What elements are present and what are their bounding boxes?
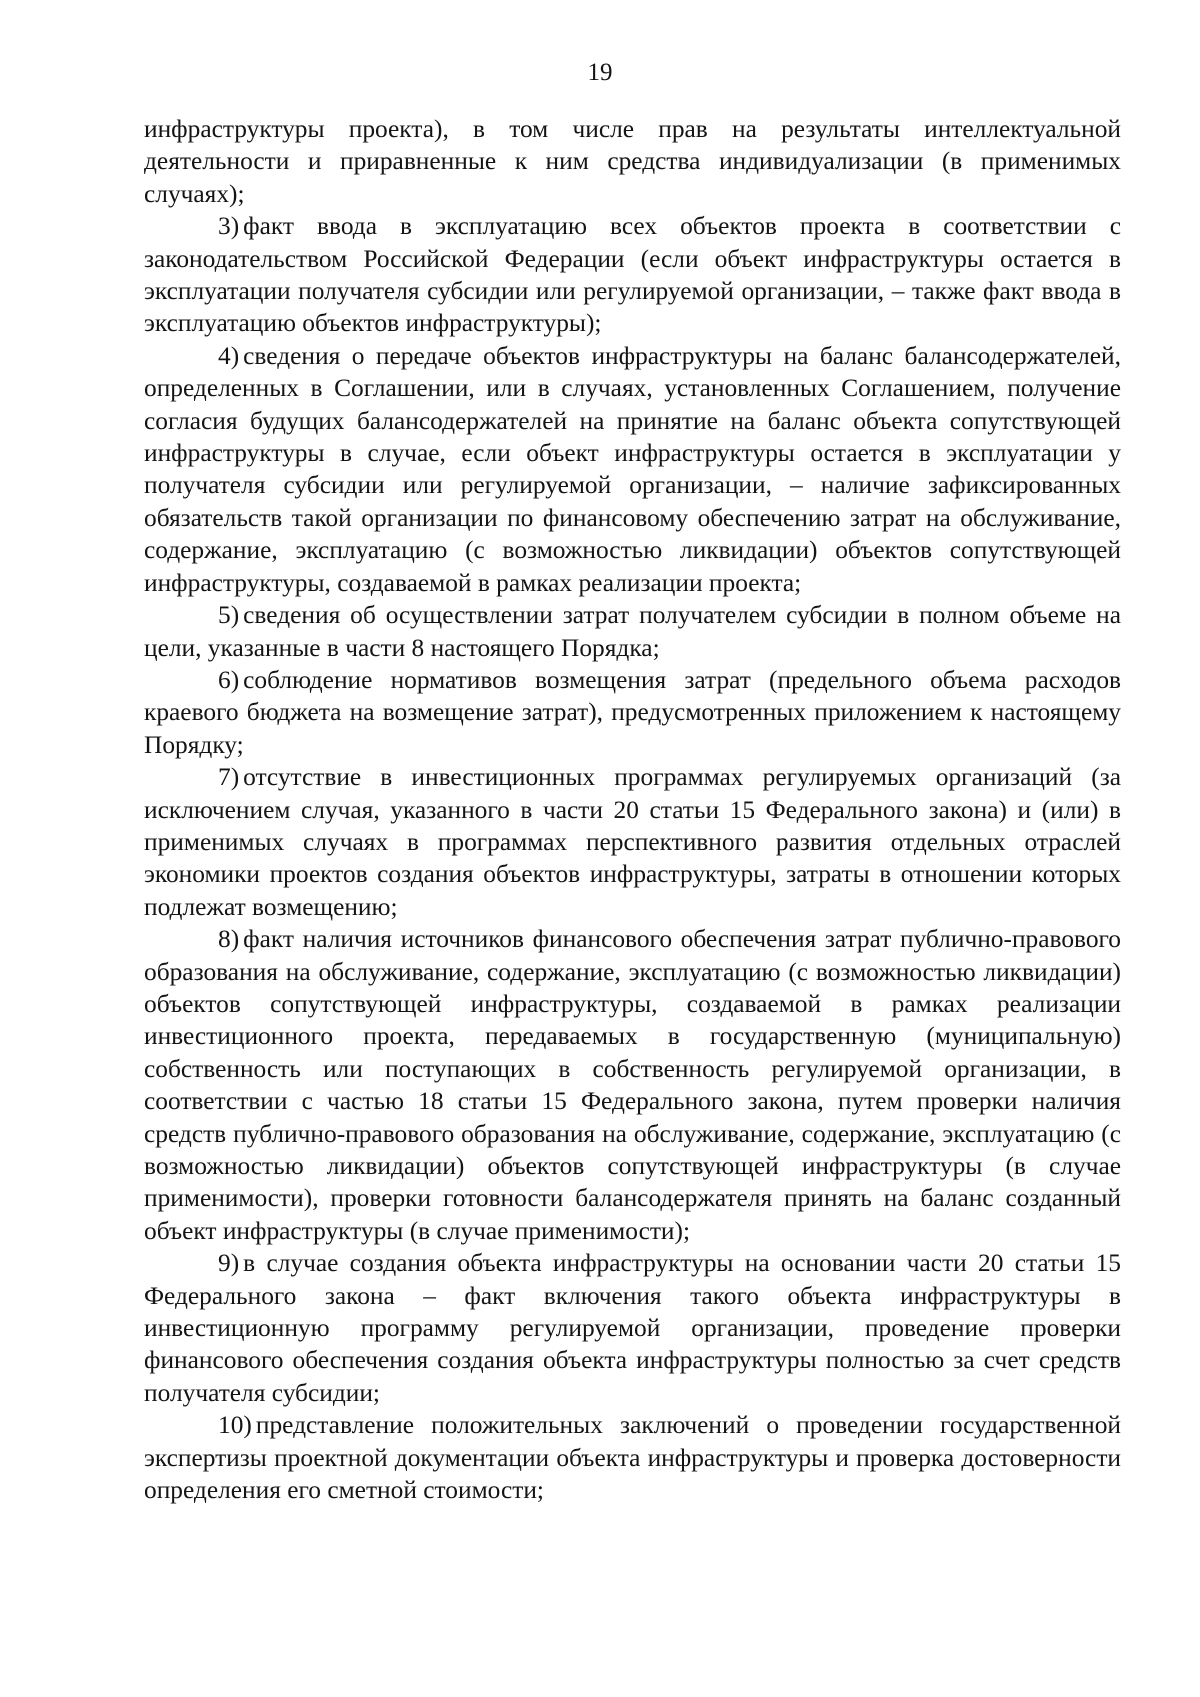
item-text: отсутствие в инвестиционных программах регулируемых организаций (за исключением случая, указанного в части 20 статьи 15 Федерального закона) и (или) в применимых случаях в программах перспективного развития отдельных отраслей экономики проектов создания объектов инфраструктуры, затраты в отношении которых подлежат возмещению;	[144, 763, 1121, 921]
item-text: сведения об осуществлении затрат получателем субсидии в полном объеме на цели, указанные в части 8 настоящего Порядка;	[144, 601, 1121, 662]
list-item-8	[144, 923, 1121, 1247]
item-text: факт ввода в эксплуатацию всех объектов проекта в соответствии с законодательством Российской Федерации (если объект инфраструктуры остается в эксплуатации получателя субсидии или регулируемой организации, – также факт ввода в эксплуатацию объектов инфраструктуры);	[144, 212, 1121, 338]
paragraph-continued	[144, 113, 1121, 210]
item-number: 6)	[218, 665, 240, 694]
item-text: сведения о передаче объектов инфраструктуры на баланс балансодержателей, определенных в Соглашении, или в случаях, установленных Соглашением, получение согласия будущих балансодержателей на принятие на баланс объекта сопутствующей инфраструктуры в случае, если объект инфраструктуры остается в эксплуатации у получателя субсидии или регулируемой организации, – наличие зафиксированных обязательств такой организации по финансовому обеспечению затрат на обслуживание, содержание, эксплуатацию (с возможностью ликвидации) объектов сопутствующей инфраструктуры, создаваемой в рамках реализации проекта;	[144, 341, 1121, 597]
paragraph-text: инфраструктуры проекта), в том числе прав на результаты интеллектуальной деятельности и приравненные к ним средства индивидуализации (в применимых случаях);	[144, 115, 1121, 208]
item-number: 4)	[218, 341, 240, 370]
list-item-7	[144, 761, 1121, 923]
list-item-10	[144, 1409, 1121, 1506]
list-item-9	[144, 1247, 1121, 1409]
item-number: 5)	[218, 601, 240, 630]
list-item-4	[144, 340, 1121, 599]
item-text: в случае создания объекта инфраструктуры на основании части 20 статьи 15 Федерального закона – факт включения такого объекта инфраструктуры в инвестиционную программу регулируемой организации, проведение проверки финансового обеспечения создания объекта инфраструктуры полностью за счет средств получателя субсидии;	[144, 1249, 1121, 1407]
document-body	[144, 113, 1121, 1506]
item-number: 7)	[218, 763, 240, 792]
list-item-3	[144, 210, 1121, 340]
item-text: представление положительных заключений о проведении государственной экспертизы проектной документации объекта инфраструктуры и проверка достоверности определения его сметной стоимости;	[144, 1411, 1121, 1505]
list-item-5	[144, 599, 1121, 664]
page-number: 19	[587, 59, 613, 86]
item-number: 8)	[218, 925, 240, 954]
item-text: факт наличия источников финансового обеспечения затрат публично-правового образования на обслуживание, содержание, эксплуатацию (с возможностью ликвидации) объектов сопутствующей инфраструктуры, создаваемой в рамках реализации инвестиционного проекта, передаваемых в государственную (муниципальную) собственность или поступающих в собственность регулируемой организации, в соответствии с частью 18 статьи 15 Федерального закона, путем проверки наличия средств публично-правового образования на обслуживание, содержание, эксплуатацию (с возможностью ликвидации) объектов сопутствующей инфраструктуры (в случае применимости), проверки готовности балансодержателя принять на баланс созданный объект инфраструктуры (в случае применимости);	[144, 925, 1121, 1245]
item-number: 9)	[218, 1249, 240, 1278]
item-number: 10)	[218, 1411, 252, 1440]
list-item-6	[144, 664, 1121, 761]
item-text: соблюдение нормативов возмещения затрат (предельного объема расходов краевого бюджета на возмещение затрат), предусмотренных приложением к настоящему Порядку;	[144, 665, 1121, 759]
item-number: 3)	[218, 212, 240, 241]
